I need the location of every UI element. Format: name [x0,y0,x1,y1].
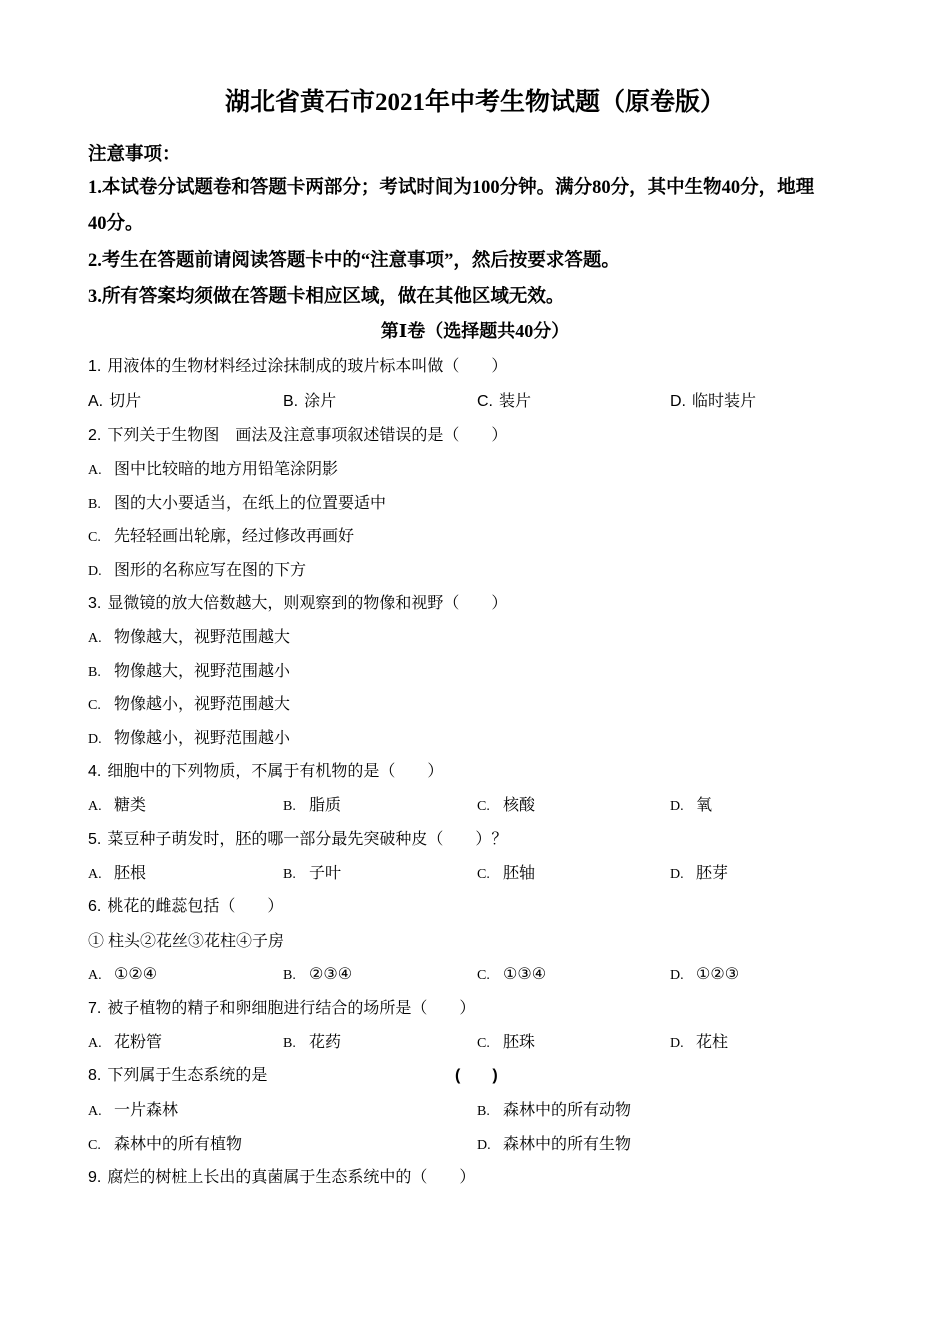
option-b: B. 图的大小要适当，在纸上的位置要适中 [88,495,387,512]
option-c: C. ①③④ [477,966,547,983]
option-a: A. 胚根 [88,865,147,882]
option-c: C. 核酸 [477,797,536,814]
option-b: B. 涂片 [283,393,337,410]
option-a: A. 切片 [88,393,142,410]
option-c: C. 物像越小，视野范围越大 [88,696,291,713]
option-d: D. 胚芽 [670,865,729,882]
option-a: A. ①②④ [88,966,158,983]
option-c: C. 胚珠 [477,1034,536,1051]
question-9 [88,1166,475,1190]
option-b: B. 森林中的所有动物 [477,1102,632,1119]
option-b: B. ②③④ [283,966,353,983]
question-stem: 显微镜的放大倍数越大，则观察到的物像和视野（ ） [107,595,508,612]
question-number: 5. [88,831,102,848]
option-a: A. 糖类 [88,797,147,814]
notice-heading: 注意事项： [88,145,181,165]
option-d: D. 物像越小，视野范围越小 [88,730,291,747]
question-5 [88,828,507,852]
option-d: D. 花柱 [670,1034,729,1051]
question-4 [88,760,443,784]
page-title: 湖北省黄石市2021年中考生物试题（原卷版） [224,89,725,116]
question-1 [88,355,507,379]
question-stem: 菜豆种子萌发时，胚的哪一部分最先突破种皮（ ）？ [107,831,508,848]
option-c: C. 装片 [477,393,532,410]
question-number: 7. [88,1000,102,1017]
option-a: A. 物像越大，视野范围越大 [88,629,291,646]
notice-item-1: 1.本试卷分试题卷和答题卡两部分；考试时间为100分钟。满分80分，其中生物40分，地理 [88,178,815,198]
option-a: A. 花粉管 [88,1034,163,1051]
question-stem: 被子植物的精子和卵细胞进行结合的场所是（ ） [107,1000,476,1017]
question-stem: 腐烂的树桩上长出的真菌属于生态系统中的（ ） [107,1169,476,1186]
option-a: A. 一片森林 [88,1102,179,1119]
question-number: 3. [88,595,102,612]
option-d: D. 临时装片 [670,393,757,410]
question-number: 4. [88,763,102,780]
question-stem: 用液体的生物材料经过涂抹制成的玻片标本叫做（ ） [107,358,508,375]
option-d: D. 氧 [670,797,713,814]
option-b: B. 花药 [283,1034,342,1051]
notice-item-2: 2.考生在答题前请阅读答题卡中的“注意事项”，然后按要求答题。 [88,251,620,271]
option-d: D. ①②③ [670,966,740,983]
option-d: D. 图形的名称应写在图的下方 [88,562,307,579]
question-6 [88,895,283,919]
question-stem: 细胞中的下列物质，不属于有机物的是（ ） [107,763,444,780]
question-number: 2. [88,427,102,444]
answer-blank: ( ) [455,1067,498,1084]
notice-item-1-cont: 40分。 [88,214,144,234]
option-b: B. 脂质 [283,797,342,814]
question-stem: 下列关于生物图 画法及注意事项叙述错误的是（ ） [107,427,508,444]
question-2 [88,424,507,448]
option-b: B. 子叶 [283,865,342,882]
question-number: 8. [88,1067,102,1084]
question-stem: 桃花的雌蕊包括（ ） [107,898,284,915]
section-title: 第Ⅰ卷（选择题共40分） [380,321,570,341]
option-d: D. 森林中的所有生物 [477,1136,632,1153]
question-number: 6. [88,898,102,915]
option-b: B. 物像越大，视野范围越小 [88,663,291,680]
notice-item-3: 3.所有答案均须做在答题卡相应区域，做在其他区域无效。 [88,287,565,307]
option-c: C. 胚轴 [477,865,536,882]
option-c: C. 先轻轻画出轮廓，经过修改再画好 [88,528,355,545]
option-c: C. 森林中的所有植物 [88,1136,243,1153]
question-8 [88,1064,267,1088]
question-7 [88,997,475,1021]
question-number: 1. [88,358,102,375]
question-3 [88,592,507,616]
question-stem: 下列属于生态系统的是 [107,1067,268,1084]
option-a: A. 图中比较暗的地方用铅笔涂阴影 [88,461,339,478]
question-6-statements: ① 柱头②花丝③花柱④子房 [88,933,285,950]
question-number: 9. [88,1169,102,1186]
